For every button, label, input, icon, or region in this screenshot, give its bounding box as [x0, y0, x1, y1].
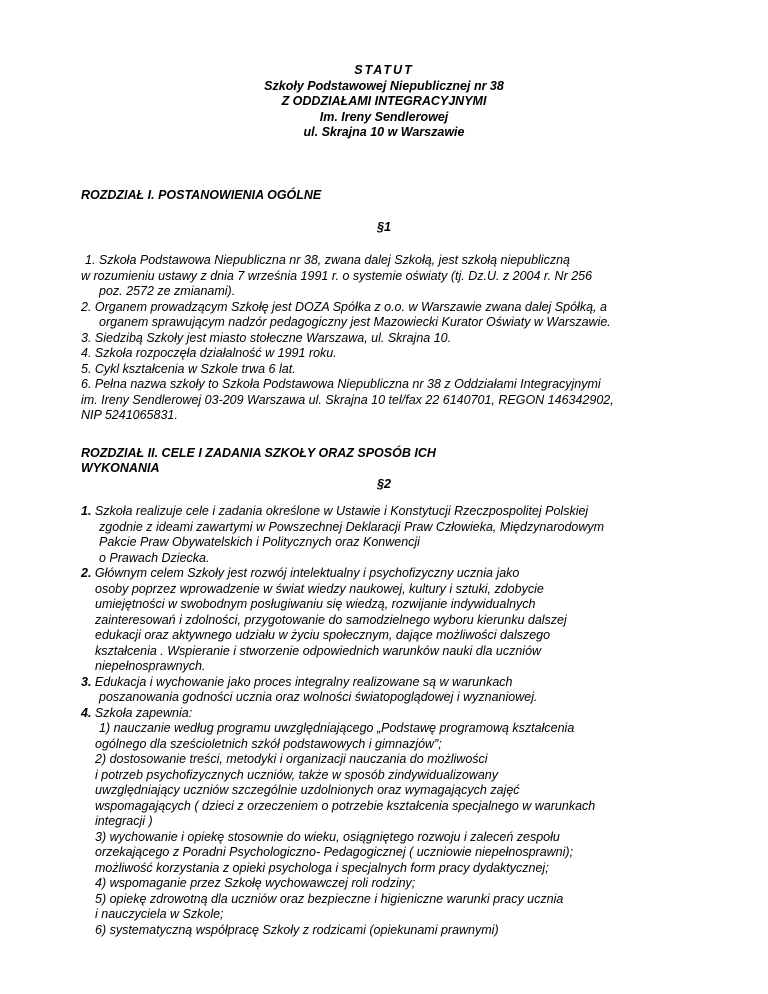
ch1-line: 1. Szkoła Podstawowa Niepubliczna nr 38, zwana dalej Szkołą, jest szkołą niepubliczną [85, 253, 570, 267]
school-name: Szkoły Podstawowej Niepublicznej nr 38 [264, 78, 504, 93]
item-line: 6) systematyczną współpracę Szkoły z rodzicami (opiekunami prawnymi) [95, 923, 499, 937]
ch1-line: 2. Organem prowadzącym Szkołę jest DOZA Spółka z o.o. w Warszawie zwana dalej Spółką, a [81, 300, 607, 314]
item-line: 4) wspomaganie przez Szkołę wychowawczej roli rodziny; [95, 876, 416, 890]
chapter-2-heading: ROZDZIAŁ II. CELE I ZADANIA SZKOŁY ORAZ SPOSÓB ICH [81, 446, 436, 460]
item-line: zainteresowań i zdolności, przygotowanie do samodzielnego wyboru kierunku dalszej [95, 613, 567, 627]
item-line: wspomagających ( dzieci z orzeczeniem o potrzebie kształcenia specjalnego w warunkach [95, 799, 596, 813]
chapter-2-heading-cont: WYKONANIA [81, 461, 160, 475]
list-item-4 [81, 706, 192, 722]
item-line: niepełnosprawnych. [95, 659, 206, 673]
item-text: Szkoła realizuje cele i zadania określone w Ustawie i Konstytucji Rzeczpospolitej Polskiej [91, 504, 589, 518]
item-line: 3) wychowanie i opiekę stosownie do wieku, osiągniętego rozwoju i zaleceń zespołu [95, 830, 560, 844]
document-header [0, 63, 768, 141]
item-line: ogólnego dla sześcioletnich szkół podstawowych i gimnazjów”; [95, 737, 442, 751]
item-line: osoby poprzez wprowadzenie w świat wiedzy naukowej, kultury i sztuki, zdobycie [95, 582, 544, 596]
item-line: i nauczyciela w Szkole; [95, 907, 224, 921]
item-line: i potrzeb psychofizycznych uczniów, także w sposób zindywidualizowany [95, 768, 498, 782]
item-line: poszanowania godności ucznia oraz wolności światopoglądowej i wyznaniowej. [99, 690, 538, 704]
ch1-line: im. Ireny Sendlerowej 03-209 Warszawa ul. Skrajna 10 tel/fax 22 6140701, REGON 146342902, [81, 393, 614, 407]
item-number: 3. [81, 675, 92, 689]
document-title: STATUT [354, 63, 414, 77]
item-number: 1. [81, 504, 92, 518]
ch1-line: 6. Pełna nazwa szkoły to Szkoła Podstawowa Niepubliczna nr 38 z Oddziałami Integracyjnymi [81, 377, 601, 391]
item-text: Edukacja i wychowanie jako proces integralny realizowane są w warunkach [91, 675, 513, 689]
school-address: ul. Skrajna 10 w Warszawie [303, 125, 465, 140]
item-text: Szkoła zapewnia: [91, 706, 193, 720]
ch1-line: organem sprawującym nadzór pedagogiczny jest Mazowiecki Kurator Oświaty w Warszawie. [99, 315, 611, 329]
paragraph-2-mark: §2 [377, 477, 391, 491]
list-item-1 [81, 504, 588, 520]
item-number: 2. [81, 566, 92, 580]
item-line: 5) opiekę zdrowotną dla uczniów oraz bezpieczne i higieniczne warunki pracy ucznia [95, 892, 564, 906]
ch1-line: 5. Cykl kształcenia w Szkole trwa 6 lat. [81, 362, 296, 376]
item-line: orzekającego z Poradni Psychologiczno- Pedagogicznej ( uczniowie niepełnosprawni); [95, 845, 574, 859]
item-line: 2) dostosowanie treści, metodyki i organizacji nauczania do możliwości [95, 752, 488, 766]
item-line: edukacji oraz aktywnego udziału w życiu społecznym, dające możliwości dalszego [95, 628, 551, 642]
item-number: 4. [81, 706, 92, 720]
ch1-line: 4. Szkoła rozpoczęła działalność w 1991 roku. [81, 346, 337, 360]
chapter-1-heading: ROZDZIAŁ I. POSTANOWIENIA OGÓLNE [81, 188, 322, 202]
item-text: Głównym celem Szkoły jest rozwój intelektualny i psychofizyczny ucznia jako [91, 566, 520, 580]
item-line: integracji ) [95, 814, 153, 828]
item-line: możliwość korzystania z opieki psychologa i specjalnych form pracy dydaktycznej; [95, 861, 549, 875]
item-line: kształcenia . Wspieranie i stworzenie odpowiednich warunków nauki dla uczniów [95, 644, 542, 658]
school-patron: Im. Ireny Sendlerowej [319, 109, 449, 124]
list-item-3 [81, 675, 513, 691]
ch1-line: NIP 5241065831. [81, 408, 178, 422]
list-item-2 [81, 566, 519, 582]
school-subtitle: Z ODDZIAŁAMI INTEGRACYJNYMI [281, 94, 487, 109]
item-line: Pakcie Praw Obywatelskich i Politycznych oraz Konwencji [99, 535, 420, 549]
ch1-line: poz. 2572 ze zmianami). [99, 284, 236, 298]
item-line: 1) nauczanie według programu uwzględniającego „Podstawę programową kształcenia [99, 721, 575, 735]
item-line: umiejętności w swobodnym posługiwaniu się wiedzą, rozwijanie indywidualnych [95, 597, 536, 611]
item-line: uwzględniający uczniów szczególnie uzdolnionych oraz wymagających zajęć [95, 783, 520, 797]
item-line: o Prawach Dziecka. [99, 551, 210, 565]
ch1-line: w rozumieniu ustawy z dnia 7 września 1991 r. o systemie oświaty (tj. Dz.U. z 2004 r. Nr 256 [81, 269, 593, 283]
paragraph-1-mark: §1 [377, 220, 391, 234]
item-line: zgodnie z ideami zawartymi w Powszechnej Deklaracji Praw Człowieka, Międzynarodowym [99, 520, 605, 534]
ch1-line: 3. Siedzibą Szkoły jest miasto stołeczne Warszawa, ul. Skrajna 10. [81, 331, 452, 345]
